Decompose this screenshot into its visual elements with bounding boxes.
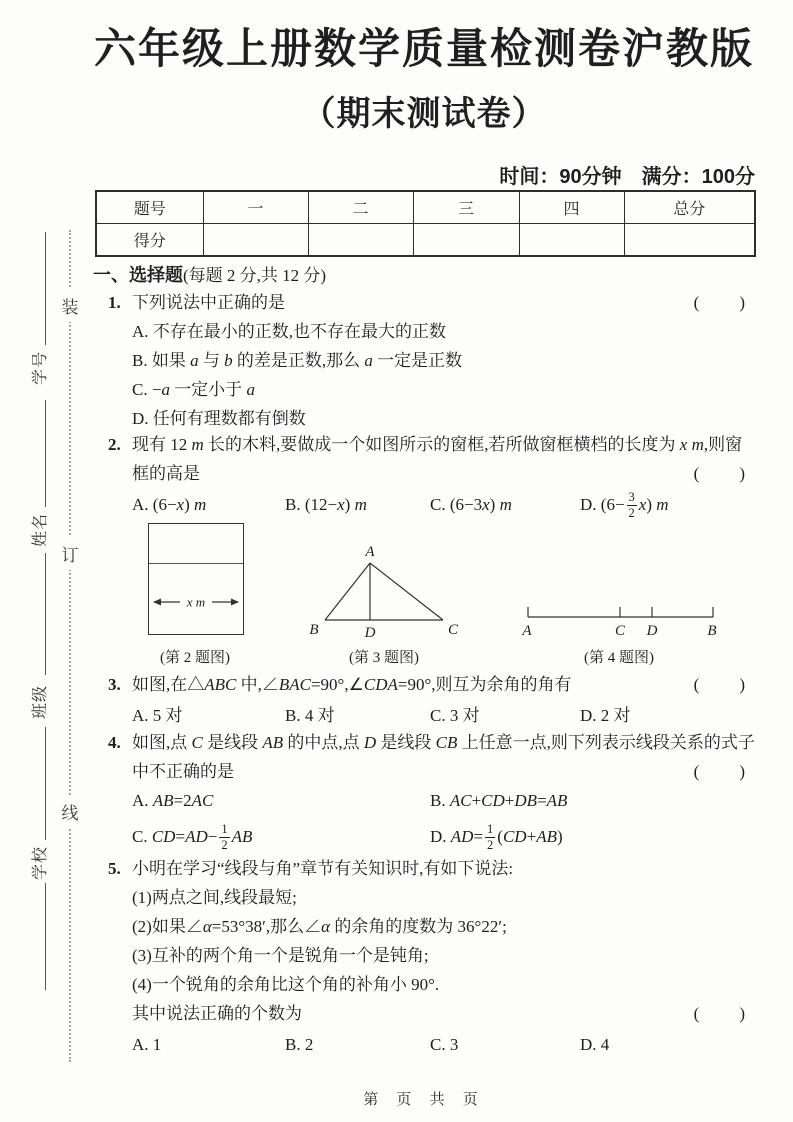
question-text-line: 如图,点 C 是线段 AB 的中点,点 D 是线段 CB 上任意一点,则下列表示线段关系的式子: [132, 733, 755, 752]
question-text-line: 其中说法正确的个数为 ( ): [132, 999, 755, 1028]
option-C: C. −a 一定小于 a: [132, 380, 255, 399]
options-row: [93, 786, 755, 816]
binding-char-ding: 订: [62, 537, 79, 570]
triangle-point-D-label: D: [364, 625, 376, 641]
width-dimension-label: x m: [186, 594, 206, 610]
question-number: 1.: [108, 293, 121, 312]
answer-bracket: ( ): [693, 293, 747, 312]
score-table-cell: 总分: [624, 191, 755, 224]
options-row: [93, 1028, 755, 1062]
option-D: D. (6− $\frac{3}{2}$ x) m: [580, 490, 669, 520]
score-table-cell: 得分: [96, 224, 203, 257]
question-text-line: (1)两点之间,线段最短;: [132, 888, 297, 907]
school-blank-line: [45, 727, 46, 840]
score-table-cell: 三: [413, 191, 519, 224]
question-text-line: (4)一个锐角的余角比这个角的补角小 90°.: [132, 975, 440, 994]
option-B: B. 2: [285, 1035, 314, 1054]
section-heading-note: (每题 2 分,共 12 分): [183, 266, 327, 285]
figure3-caption: (第 3 题图): [349, 650, 419, 666]
binding-char-zhuang: 装: [62, 289, 79, 322]
student-id-blank-line: [45, 232, 46, 345]
question-3: [93, 670, 755, 733]
option-C: C. CD=AD− $\frac{1}{2}$ AB: [132, 822, 253, 852]
score-table-cell: 四: [519, 191, 624, 224]
class-label: 班级: [32, 685, 49, 720]
figure2-caption: (第 2 题图): [160, 650, 230, 666]
answer-bracket: ( ): [693, 1004, 747, 1023]
question-number: 4.: [108, 733, 121, 752]
score-table-cell: 二: [308, 191, 413, 224]
option-A: A. 1: [132, 1035, 162, 1054]
question-number: 2.: [108, 435, 121, 454]
question-2: [93, 430, 755, 522]
student-id-label: 学号: [32, 351, 49, 386]
triangle-vertex-A-label: A: [365, 544, 375, 560]
question-text-line: (3)互补的两个角一个是锐角一个是钝角;: [132, 946, 429, 965]
question-1: [93, 288, 755, 433]
option-D: D. 任何有理数都有倒数: [132, 409, 306, 428]
question-text-line: 框的高是 ( ): [132, 459, 755, 488]
section-heading-title: 一、选择题: [93, 265, 183, 285]
question-text-line: 下列说法中正确的是 ( ): [132, 288, 755, 317]
figure4-caption: (第 4 题图): [584, 650, 654, 666]
option-A: A. 不存在最小的正数,也不存在最大的正数: [132, 322, 447, 341]
triangle-vertex-B-label: B: [309, 622, 319, 638]
school-label: 学校: [32, 846, 49, 881]
score-table-cell: 题号: [96, 191, 203, 224]
segment-point-A-label: A: [522, 623, 532, 639]
option-B: B. 4 对: [285, 706, 335, 725]
option-C: C. 3 对: [430, 706, 480, 725]
section-heading: [93, 261, 326, 287]
option-D: D. AD= $\frac{1}{2}$ (CD+AB): [430, 822, 563, 852]
class-blank-line: [45, 553, 46, 675]
window-frame-figure: [148, 523, 244, 635]
option-B: B. (12−x) m: [285, 495, 367, 514]
answer-bracket: ( ): [693, 464, 747, 483]
binding-dotted-line: [69, 230, 71, 1062]
option-B: B. AC+CD+DB=AB: [430, 791, 568, 810]
options-row: [93, 816, 755, 858]
width-dimension-arrow: [149, 593, 243, 611]
option-C: C. 3: [430, 1035, 459, 1054]
option-A: A. (6−x) m: [132, 495, 207, 514]
question-number: 3.: [108, 675, 121, 694]
triangle-vertex-C-label: C: [447, 622, 459, 638]
figures-row: [93, 520, 755, 670]
option-B: B. 如果 a 与 b 的差是正数,那么 a 一定是正数: [132, 351, 463, 370]
answer-bracket: ( ): [693, 675, 747, 694]
name-label: 姓名: [32, 513, 49, 548]
page-subtitle: （期末测试卷）: [301, 95, 547, 134]
question-number: 5.: [108, 859, 121, 878]
segment-point-B-label: B: [707, 623, 717, 639]
option-D: D. 2 对: [580, 706, 631, 725]
option-A: A. AB=2AC: [132, 791, 214, 810]
question-text-line: 如图,在△ABC 中,∠BAC=90°,∠CDA=90°,则互为余角的角有 ( ): [132, 670, 755, 699]
score-table-cell: 一: [203, 191, 308, 224]
time-and-score-info: 时间：90分钟 满分：100分: [499, 166, 755, 188]
window-frame-crossbar: [149, 563, 243, 564]
page-title: 六年级上册数学质量检测卷沪教版: [93, 25, 754, 72]
name-blank-line: [45, 400, 46, 507]
answer-bracket: ( ): [693, 762, 747, 781]
segment-figure: [523, 605, 723, 650]
page-footer: 第 页 共 页: [363, 1091, 485, 1108]
option-C: C. (6−3x) m: [430, 495, 512, 514]
segment-point-D-label: D: [646, 623, 658, 639]
question-5: [93, 854, 755, 1062]
question-text-line: 现有 12 m 长的木料,要做成一个如图所示的窗框,若所做窗框横档的长度为 x m,则窗: [132, 435, 743, 454]
extra-blank-line: [45, 883, 46, 990]
question-4: [93, 728, 755, 858]
question-text-line: 中不正确的是 ( ): [132, 757, 755, 786]
triangle-figure: [308, 540, 458, 640]
segment-point-C-label: C: [614, 623, 626, 639]
option-D: D. 4: [580, 1035, 610, 1054]
option-A: A. 5 对: [132, 706, 183, 725]
question-text-line: (2)如果∠α=53°38′,那么∠α 的余角的度数为 36°22′;: [132, 917, 507, 936]
question-text-line: 小明在学习“线段与角”章节有关知识时,有如下说法:: [132, 859, 514, 878]
options-row: [93, 488, 755, 522]
binding-char-xian: 线: [62, 795, 79, 828]
